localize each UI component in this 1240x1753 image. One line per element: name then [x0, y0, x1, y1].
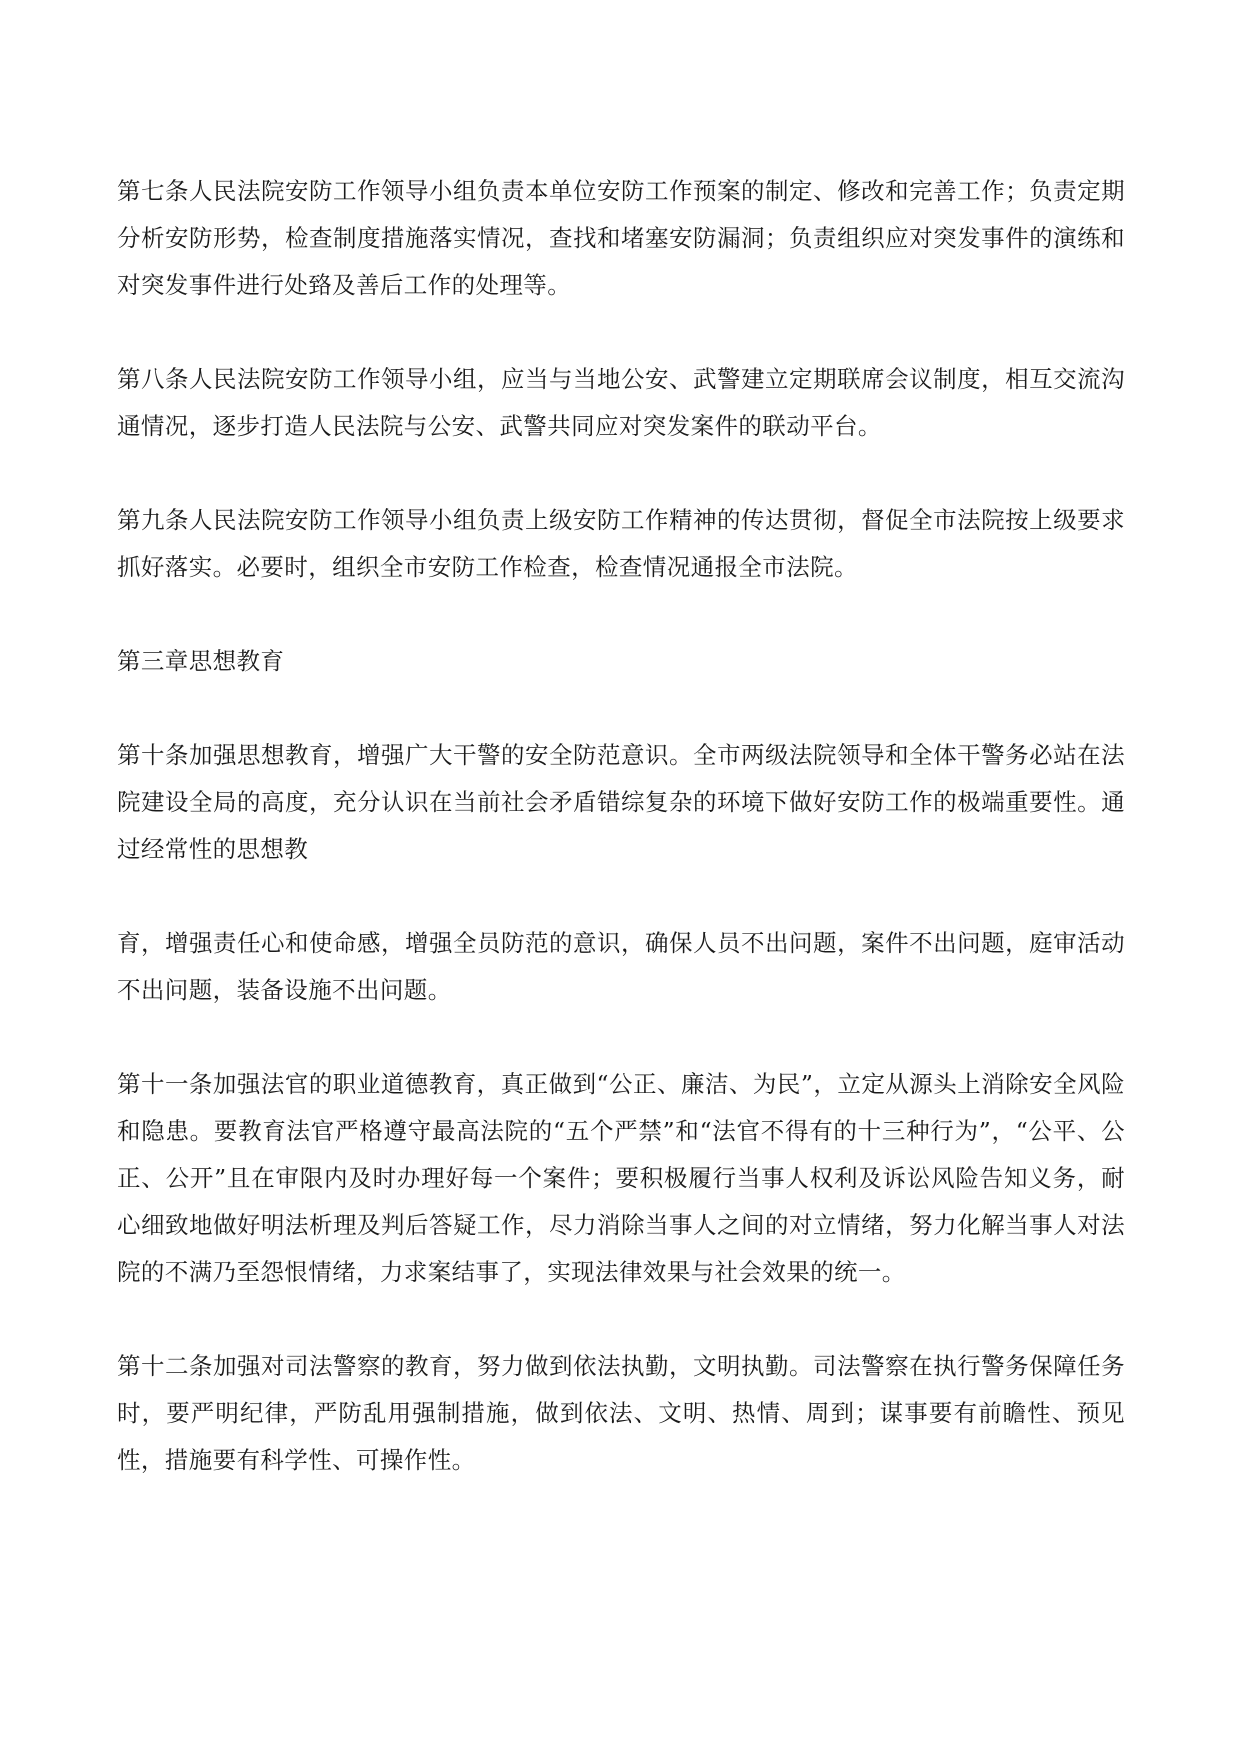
paragraph-article-8: 第八条人民法院安防工作领导小组，应当与当地公安、武警建立定期联席会议制度，相互交流沟通情况，逐步打造人民法院与公安、武警共同应对突发案件的联动平台。: [117, 365, 1125, 440]
paragraph-article-7: 第七条人民法院安防工作领导小组负责本单位安防工作预案的制定、修改和完善工作；负责定期分析安防形势，检查制度措施落实情况，查找和堵塞安防漏洞；负责组织应对突发事件的演练和对突发事件进行处臵及善后工作的处理等。: [117, 177, 1125, 299]
chapter-heading: 第三章思想教育: [117, 647, 285, 675]
paragraph-article-10-continued: 育，增强责任心和使命感，增强全员防范的意识，确保人员不出问题，案件不出问题，庭审活动不出问题，装备设施不出问题。: [117, 929, 1125, 1004]
paragraph-article-12: 第十二条加强对司法警察的教育，努力做到依法执勤，文明执勤。司法警察在执行警务保障任务时，要严明纪律，严防乱用强制措施，做到依法、文明、热情、周到；谋事要有前瞻性、预见性，措施要有科学性、可操作性。: [117, 1352, 1125, 1474]
paragraph-article-9: 第九条人民法院安防工作领导小组负责上级安防工作精神的传达贯彻，督促全市法院按上级要求抓好落实。必要时，组织全市安防工作检查，检查情况通报全市法院。: [117, 506, 1125, 581]
paragraph-article-10: 第十条加强思想教育，增强广大干警的安全防范意识。全市两级法院领导和全体干警务必站在法院建设全局的高度，充分认识在当前社会矛盾错综复杂的环境下做好安防工作的极端重要性。通过经常性的思想教: [117, 741, 1125, 863]
document-body: [117, 168, 1125, 1531]
paragraph-article-11: 第十一条加强法官的职业道德教育，真正做到“公正、廉洁、为民”，立定从源头上消除安全风险和隐患。要教育法官严格遵守最高法院的“五个严禁”和“法官不得有的十三种行为”，“公平、公正、公开”且在审限内及时办理好每一个案件；要积极履行当事人权利及诉讼风险告知义务，耐心细致地做好明法析理及判后答疑工作，尽力消除当事人之间的对立情绪，努力化解当事人对法院的不满乃至怨恨情绪，力求案结事了，实现法律效果与社会效果的统一。: [117, 1070, 1125, 1286]
